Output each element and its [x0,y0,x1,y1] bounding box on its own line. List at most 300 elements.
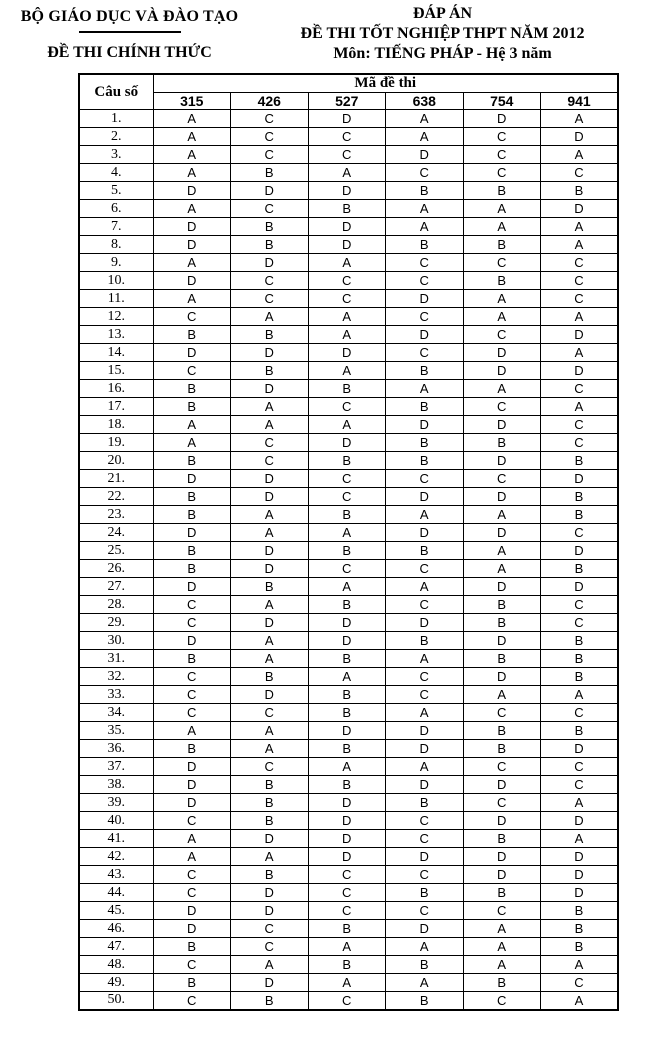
answer-cell: C [231,110,309,128]
question-number: 10. [79,272,153,290]
answer-cell: B [541,452,619,470]
answer-cell: D [308,632,386,650]
answer-cell: D [541,848,619,866]
answer-cell: D [541,740,619,758]
answer-cell: D [231,344,309,362]
table-row [79,488,618,506]
answer-cell: B [541,920,619,938]
answer-cell: C [308,146,386,164]
answer-cell: C [308,398,386,416]
answer-cell: D [153,344,231,362]
answer-cell: D [308,812,386,830]
question-number: 21. [79,470,153,488]
answer-cell: B [308,740,386,758]
question-number: 29. [79,614,153,632]
answer-cell: B [153,488,231,506]
answer-cell: C [386,560,464,578]
answer-cell: C [231,758,309,776]
question-number: 49. [79,974,153,992]
question-number: 22. [79,488,153,506]
answer-cell: B [541,560,619,578]
answer-cell: C [386,812,464,830]
answer-cell: B [308,380,386,398]
answer-cell: A [308,578,386,596]
answer-cell: A [308,974,386,992]
answer-cell: C [463,470,541,488]
answer-cell: D [153,776,231,794]
answer-cell: B [541,182,619,200]
exam-codes-row [79,93,618,110]
question-number: 41. [79,830,153,848]
answer-cell: D [153,920,231,938]
answer-cell: A [153,848,231,866]
answer-cell: D [231,488,309,506]
answer-cell: C [153,812,231,830]
answer-cell: D [463,524,541,542]
answer-cell: C [308,470,386,488]
answer-key-title: ĐÁP ÁN [412,5,473,22]
answer-cell: A [463,938,541,956]
answer-cell: B [308,596,386,614]
answer-cell: C [541,380,619,398]
answer-cell: A [463,560,541,578]
answer-cell: C [308,866,386,884]
question-number: 48. [79,956,153,974]
question-number: 19. [79,434,153,452]
question-number: 15. [79,362,153,380]
answer-cell: B [386,956,464,974]
question-number: 16. [79,380,153,398]
question-number: 44. [79,884,153,902]
answer-cell: B [231,326,309,344]
answer-cell: A [231,524,309,542]
question-number: 5. [79,182,153,200]
answer-cell: A [541,830,619,848]
table-row [79,578,618,596]
answer-cell: B [308,542,386,560]
answer-cell: C [541,254,619,272]
answer-cell: A [308,938,386,956]
table-row [79,308,618,326]
exam-code-group-header: Mã đề thi [153,74,618,93]
answer-cell: C [308,902,386,920]
answer-cell: D [308,218,386,236]
ministry-title: BỘ GIÁO DỤC VÀ ĐÀO TẠO [20,8,239,25]
answer-cell: C [463,794,541,812]
answer-cell: B [386,884,464,902]
question-number: 6. [79,200,153,218]
question-number: 38. [79,776,153,794]
answer-cell: B [541,668,619,686]
answer-cell: D [231,182,309,200]
answer-cell: D [386,920,464,938]
answer-cell: D [153,578,231,596]
answer-cell: C [231,938,309,956]
answer-cell: B [153,560,231,578]
answer-cell: C [153,686,231,704]
answer-cell: A [231,596,309,614]
table-row [79,110,618,128]
answer-cell: A [463,542,541,560]
answer-cell: C [153,884,231,902]
answer-cell: D [308,344,386,362]
answer-cell: A [541,110,619,128]
answer-cell: D [463,632,541,650]
answer-cell: B [308,200,386,218]
table-row [79,146,618,164]
question-number: 39. [79,794,153,812]
answer-cell: B [463,974,541,992]
table-row [79,614,618,632]
answer-cell: D [231,830,309,848]
table-row [79,686,618,704]
answer-cell: B [231,794,309,812]
table-row [79,236,618,254]
question-number: 36. [79,740,153,758]
question-number: 14. [79,344,153,362]
answer-cell: C [153,866,231,884]
question-number: 46. [79,920,153,938]
answer-cell: B [153,974,231,992]
answer-cell: B [541,632,619,650]
answer-cell: B [463,830,541,848]
answer-cell: B [541,488,619,506]
answer-cell: C [231,200,309,218]
answer-cell: A [386,506,464,524]
answer-cell: C [541,974,619,992]
table-row [79,650,618,668]
answer-cell: C [386,596,464,614]
table-row [79,434,618,452]
answer-cell: C [231,290,309,308]
answer-cell: D [153,524,231,542]
exam-code-header: 426 [231,93,309,110]
answer-cell: B [231,164,309,182]
answer-cell: D [541,470,619,488]
table-row [79,272,618,290]
answer-cell: A [231,650,309,668]
answer-cell: D [386,722,464,740]
answer-cell: A [231,308,309,326]
table-row [79,506,618,524]
answer-cell: A [308,524,386,542]
answer-cell: A [153,110,231,128]
answer-cell: D [308,722,386,740]
answer-cell: A [386,128,464,146]
answer-cell: C [231,146,309,164]
answer-cell: C [231,272,309,290]
answer-cell: C [308,884,386,902]
question-number: 26. [79,560,153,578]
answer-cell: A [153,128,231,146]
answer-cell: D [386,524,464,542]
answer-cell: A [541,236,619,254]
answer-cell: B [541,722,619,740]
question-number: 13. [79,326,153,344]
answer-cell: A [153,164,231,182]
answer-cell: C [386,272,464,290]
answer-cell: C [541,614,619,632]
answer-cell: B [153,938,231,956]
answer-cell: D [463,848,541,866]
table-row [79,524,618,542]
table-row [79,956,618,974]
table-row [79,218,618,236]
answer-cell: B [308,704,386,722]
answer-cell: D [231,254,309,272]
answer-cell: D [386,326,464,344]
answer-cell: D [308,110,386,128]
answer-cell: C [541,416,619,434]
table-row [79,164,618,182]
answer-cell: A [231,506,309,524]
answer-cell: D [463,362,541,380]
answer-cell: B [153,740,231,758]
answer-cell: D [231,614,309,632]
answer-cell: B [231,812,309,830]
answer-cell: C [463,254,541,272]
answer-cell: B [386,182,464,200]
question-number: 40. [79,812,153,830]
answer-cell: D [308,848,386,866]
answer-cell: B [153,452,231,470]
answer-cell: C [463,326,541,344]
answer-cell: D [463,866,541,884]
answer-cell: D [541,128,619,146]
table-row [79,128,618,146]
question-number-header: Câu số [79,74,153,110]
answer-cell: B [153,650,231,668]
table-row [79,902,618,920]
answer-cell: B [463,740,541,758]
table-row [79,758,618,776]
answer-cell: C [541,434,619,452]
question-number: 24. [79,524,153,542]
answer-cell: C [308,992,386,1010]
answer-cell: D [231,380,309,398]
answer-cell: C [153,992,231,1010]
table-row [79,416,618,434]
answer-cell: A [231,632,309,650]
question-number: 7. [79,218,153,236]
answer-cell: B [308,956,386,974]
answer-cell: A [231,722,309,740]
answer-cell: A [463,686,541,704]
question-number: 42. [79,848,153,866]
answer-cell: B [386,542,464,560]
table-row [79,542,618,560]
answer-cell: D [463,344,541,362]
table-row [79,362,618,380]
answer-cell: D [153,218,231,236]
answer-cell: B [386,236,464,254]
answer-cell: B [231,992,309,1010]
answer-cell: B [308,920,386,938]
question-number: 37. [79,758,153,776]
answer-cell: C [386,344,464,362]
answer-cell: A [541,308,619,326]
answer-cell: A [386,938,464,956]
answer-cell: B [231,218,309,236]
group-header-row [79,74,618,93]
table-row [79,884,618,902]
question-number: 34. [79,704,153,722]
answer-cell: C [463,992,541,1010]
answer-cell: C [463,704,541,722]
table-row [79,182,618,200]
exam-code-header: 754 [463,93,541,110]
table-row [79,398,618,416]
question-number: 45. [79,902,153,920]
answer-cell: D [463,452,541,470]
question-number: 2. [79,128,153,146]
answer-cell: C [541,758,619,776]
table-row [79,452,618,470]
answer-cell: C [308,128,386,146]
exam-code-header: 527 [308,93,386,110]
answer-cell: A [386,200,464,218]
answer-cell: C [541,164,619,182]
answer-cell: D [308,434,386,452]
answer-cell: D [308,794,386,812]
question-number: 18. [79,416,153,434]
answer-cell: A [231,398,309,416]
answer-cell: B [463,722,541,740]
answer-cell: B [153,542,231,560]
question-number: 17. [79,398,153,416]
answer-cell: A [386,704,464,722]
answer-cell: A [463,380,541,398]
answer-cell: C [231,452,309,470]
answer-cell: C [463,902,541,920]
answer-cell: B [153,398,231,416]
answer-cell: B [308,506,386,524]
answer-cell: D [386,848,464,866]
table-row [79,992,618,1010]
answer-cell: B [386,434,464,452]
answer-cell: A [386,578,464,596]
answer-cell: B [308,452,386,470]
answer-cell: B [386,362,464,380]
answer-cell: A [541,794,619,812]
answer-cell: A [541,992,619,1010]
answer-cell: C [386,830,464,848]
answer-cell: D [231,470,309,488]
table-row [79,470,618,488]
answer-cell: B [463,884,541,902]
answer-cell: B [308,650,386,668]
table-row [79,938,618,956]
answer-cell: A [541,686,619,704]
answer-cell: C [386,686,464,704]
answer-cell: A [386,974,464,992]
table-row [79,326,618,344]
header-left-block [0,4,245,64]
answer-cell: C [386,164,464,182]
answer-cell: D [231,902,309,920]
question-number: 23. [79,506,153,524]
answer-cell: A [153,830,231,848]
answer-cell: D [153,758,231,776]
answer-cell: A [386,380,464,398]
answer-cell: D [308,236,386,254]
answer-cell: B [231,866,309,884]
table-row [79,740,618,758]
header-right-block [245,4,650,64]
answer-cell: A [231,416,309,434]
answer-cell: C [386,866,464,884]
answer-cell: C [463,398,541,416]
answer-cell: A [463,920,541,938]
exam-code-header: 638 [386,93,464,110]
question-number: 31. [79,650,153,668]
table-row [79,722,618,740]
answer-cell: B [231,236,309,254]
question-number: 12. [79,308,153,326]
answer-cell: A [308,758,386,776]
answer-cell: D [541,884,619,902]
answer-cell: A [153,416,231,434]
table-row [79,380,618,398]
answer-cell: A [308,308,386,326]
answer-cell: A [463,506,541,524]
answer-cell: D [541,542,619,560]
answer-cell: C [153,704,231,722]
answer-cell: B [386,632,464,650]
question-number: 11. [79,290,153,308]
answer-cell: A [541,218,619,236]
question-number: 28. [79,596,153,614]
question-number: 4. [79,164,153,182]
table-row [79,344,618,362]
answer-cell: C [231,128,309,146]
answer-cell: A [463,956,541,974]
answer-cell: D [231,974,309,992]
answer-cell: D [153,272,231,290]
answer-cell: A [463,200,541,218]
answer-cell: D [541,812,619,830]
answer-cell: D [541,326,619,344]
table-row [79,668,618,686]
answer-cell: D [231,686,309,704]
answer-cell: B [541,506,619,524]
answer-cell: D [463,668,541,686]
answer-cell: D [308,830,386,848]
answer-cell: D [463,488,541,506]
answer-cell: A [463,308,541,326]
answer-cell: D [463,110,541,128]
answer-cell: B [386,794,464,812]
question-number: 25. [79,542,153,560]
answer-cell: C [386,470,464,488]
answer-cell: A [386,758,464,776]
answer-cell: D [386,488,464,506]
answer-cell: A [308,416,386,434]
answer-cell: B [308,686,386,704]
question-number: 30. [79,632,153,650]
answer-cell: D [153,182,231,200]
answer-cell: D [541,866,619,884]
question-number: 35. [79,722,153,740]
table-row [79,704,618,722]
answer-cell: C [541,272,619,290]
answer-key-table [78,73,619,1011]
question-number: 47. [79,938,153,956]
exam-code-header: 315 [153,93,231,110]
answer-cell: D [153,470,231,488]
answer-cell: D [386,614,464,632]
official-exam-label: ĐỀ THI CHÍNH THỨC [47,44,212,61]
